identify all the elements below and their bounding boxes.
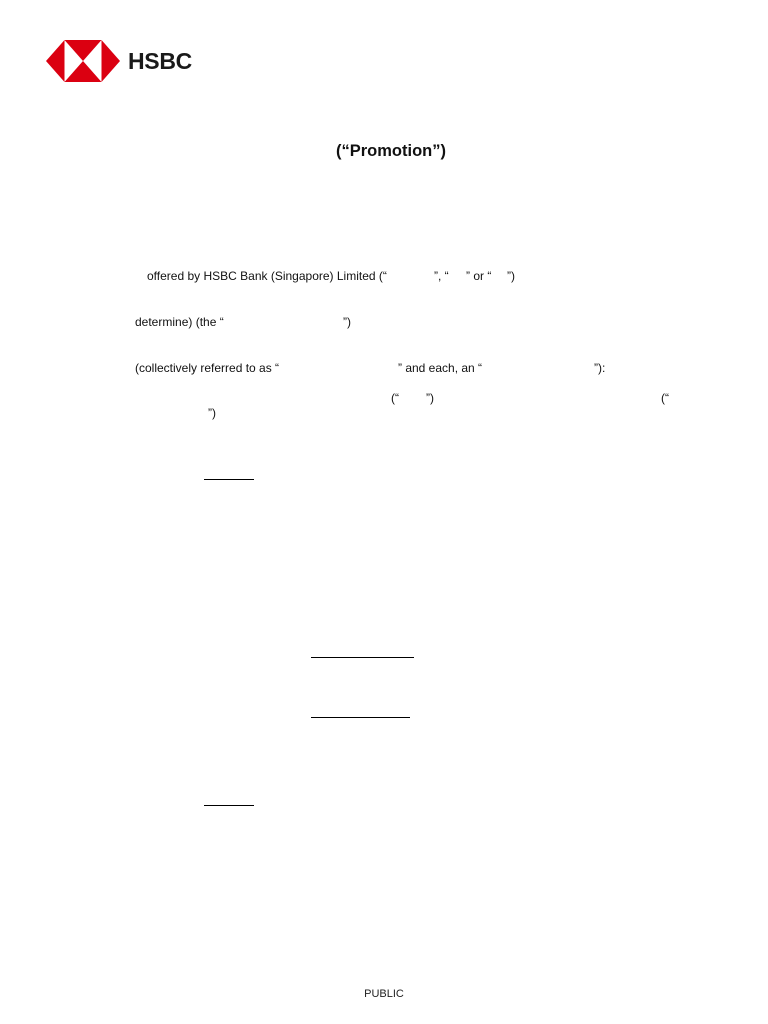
text-line2-a: determine) (the “ — [135, 315, 224, 329]
hsbc-logo — [46, 40, 192, 82]
text-line4-c: (“ — [661, 391, 669, 405]
underline-3 — [311, 717, 410, 718]
document-title: (“Promotion”) — [336, 142, 446, 160]
underline-4 — [204, 805, 254, 806]
text-line1-d: ”) — [507, 269, 515, 283]
text-line5-a: ”) — [208, 406, 216, 420]
text-line3-b: ” and each, an “ — [398, 361, 483, 375]
logo-wordmark: HSBC — [128, 47, 192, 74]
text-line3-a: (collectively referred to as “ — [135, 361, 280, 375]
underline-1 — [204, 479, 254, 480]
underline-2 — [311, 657, 414, 658]
text-line4-b: ”) — [426, 391, 434, 405]
hsbc-hexagon-logo-icon — [46, 40, 120, 82]
text-line1-c: ” or “ — [466, 269, 492, 283]
text-line3-c: ”): — [594, 361, 606, 375]
text-line1-a: offered by HSBC Bank (Singapore) Limited (“ — [147, 269, 387, 283]
text-line1-b: ”, “ — [434, 269, 449, 283]
text-line4-a: (“ — [391, 391, 399, 405]
text-line2-b: ”) — [343, 315, 351, 329]
classification-footer: PUBLIC — [364, 988, 404, 1000]
